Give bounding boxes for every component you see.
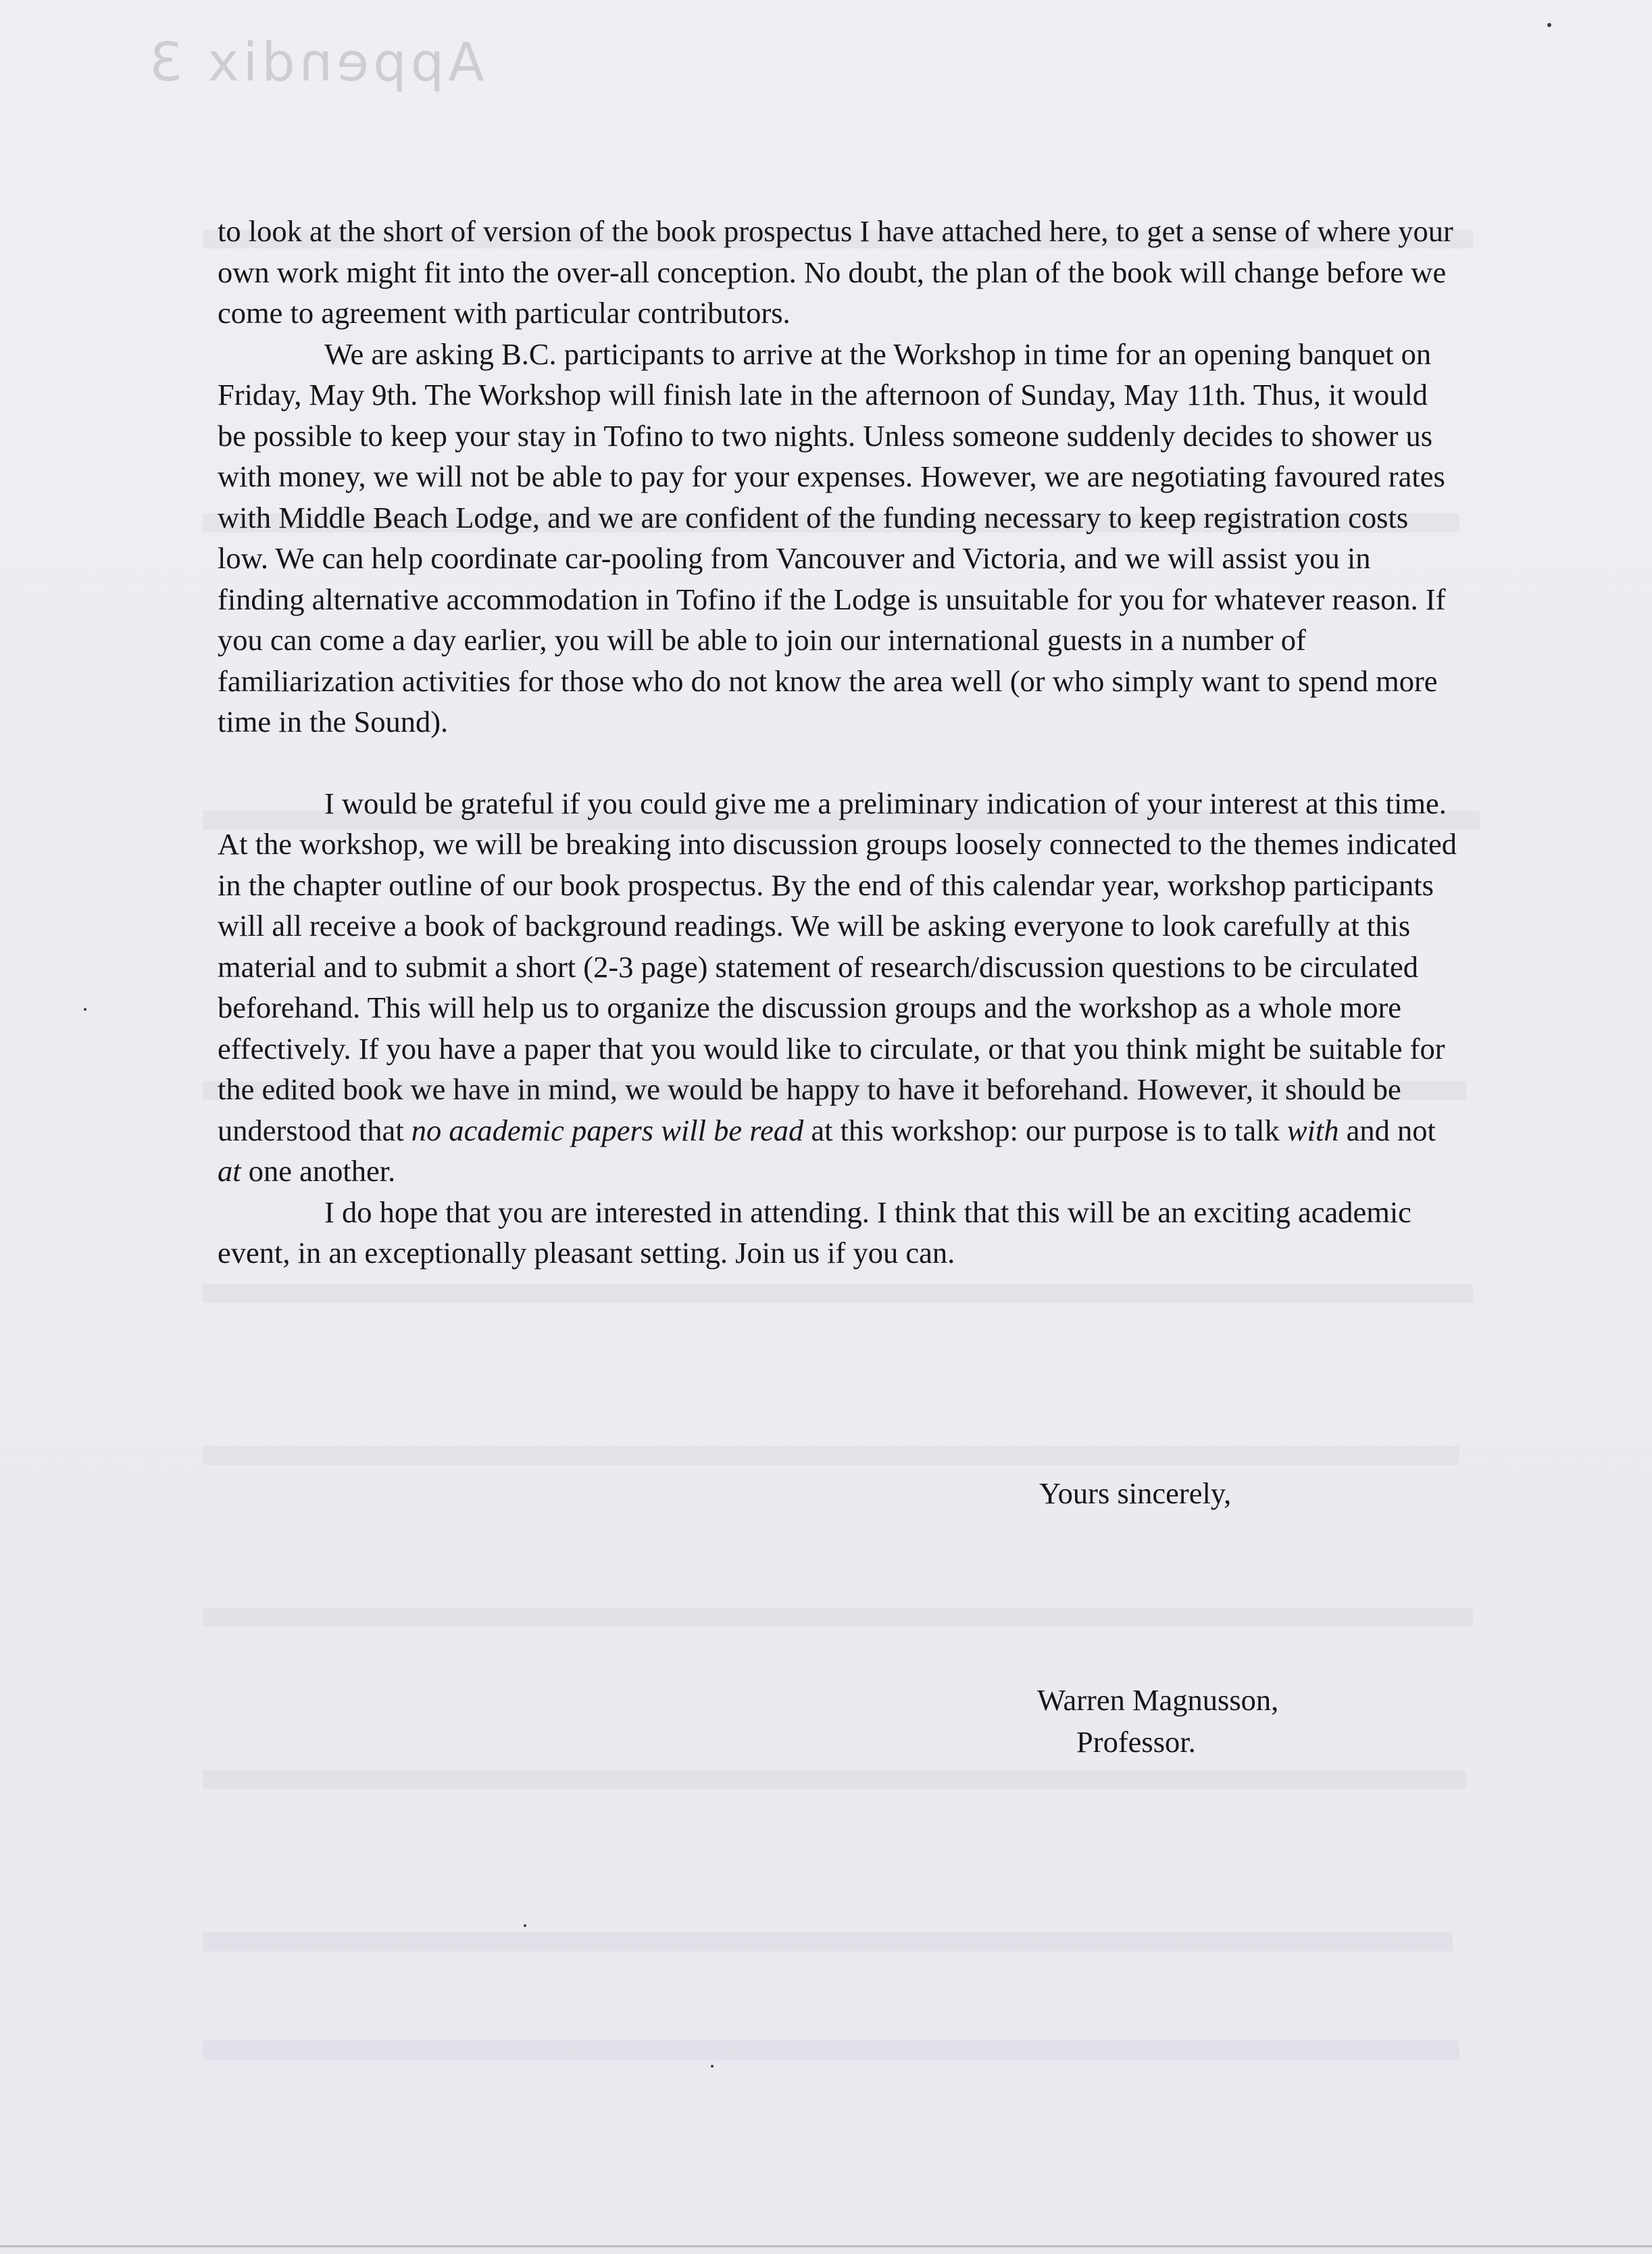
paper-speck [524, 1924, 526, 1927]
signer-name: Warren Magnusson, [1037, 1683, 1279, 1717]
paragraph-invitation: I do hope that you are interested in attending. I think that this will be an exciting academic event, in an exceptionally pleasant setting. Join us if you can. [218, 1195, 1411, 1270]
interest-text-b: at this workshop: our purpose is to talk [803, 1113, 1287, 1147]
page-bottom-edge [0, 2245, 1652, 2247]
letter-body [218, 211, 1461, 1274]
signature-block [1037, 1679, 1278, 1763]
closing-salutation: Yours sincerely, [1039, 1476, 1232, 1510]
paragraph-prospectus: to look at the short of version of the book prospectus I have attached here, to get a sense of where your own work might fit into the over-all conception. No doubt, the plan of the book will change before we come to agreement with particular contributors. [218, 214, 1453, 330]
signer-title: Professor. [1076, 1725, 1196, 1759]
paper-speck [1547, 23, 1551, 27]
paper-speck [84, 1008, 86, 1011]
interest-emphasis-papers: no academic papers will be read [411, 1113, 804, 1147]
interest-text-a: I would be grateful if you could give me a preliminary indication of your interest at this time. At the workshop, we will be breaking into discussion groups loosely connected to the themes indicated in the chapter outline of our book prospectus. By the end of this calendar year, workshop participants will all receive a book of background readings. We will be asking everyone to look carefully at this material and to submit a short (2-3 page) statement of research/discussion questions to be circulated beforehand. This will help us to organize the discussion groups and the workshop as a whole more effectively. If you have a paper that you would like to circulate, or that you think might be suitable for the edited book we have in mind, we would be happy to have it beforehand. However, it should be understood that [218, 786, 1457, 1147]
paper-speck [711, 2065, 714, 2068]
paragraph-spacer [218, 743, 1461, 783]
interest-text-c: and not [1338, 1113, 1436, 1147]
interest-emphasis-with: with [1286, 1113, 1339, 1147]
interest-emphasis-at: at [218, 1154, 241, 1188]
paragraph-arrival: We are asking B.C. participants to arrive at the Workshop in time for an opening banquet on Friday, May 9th. The Workshop will finish late in the afternoon of Sunday, May 11th. Thus, it would be possible to keep your stay in Tofino to two nights. Unless someone suddenly decides to shower us with money, we will not be able to pay for your expenses. However, we are negotiating favoured rates with Middle Beach Lodge, and we are confident of the funding necessary to keep registration costs low. We can help coordinate car-pooling from Vancouver and Victoria, and we will assist you in finding alternative accommodation in Tofino if the Lodge is unsuitable for you for whatever reason. If you can come a day earlier, you will be able to join our international guests in a number of familiarization activities for those who do not know the area well (or who simply want to spend more time in the Sound). [218, 336, 1446, 738]
interest-text-d: one another. [241, 1154, 396, 1188]
appendix-page-mark: Appendix 3 [145, 32, 484, 93]
paragraph-interest [218, 783, 1461, 1192]
